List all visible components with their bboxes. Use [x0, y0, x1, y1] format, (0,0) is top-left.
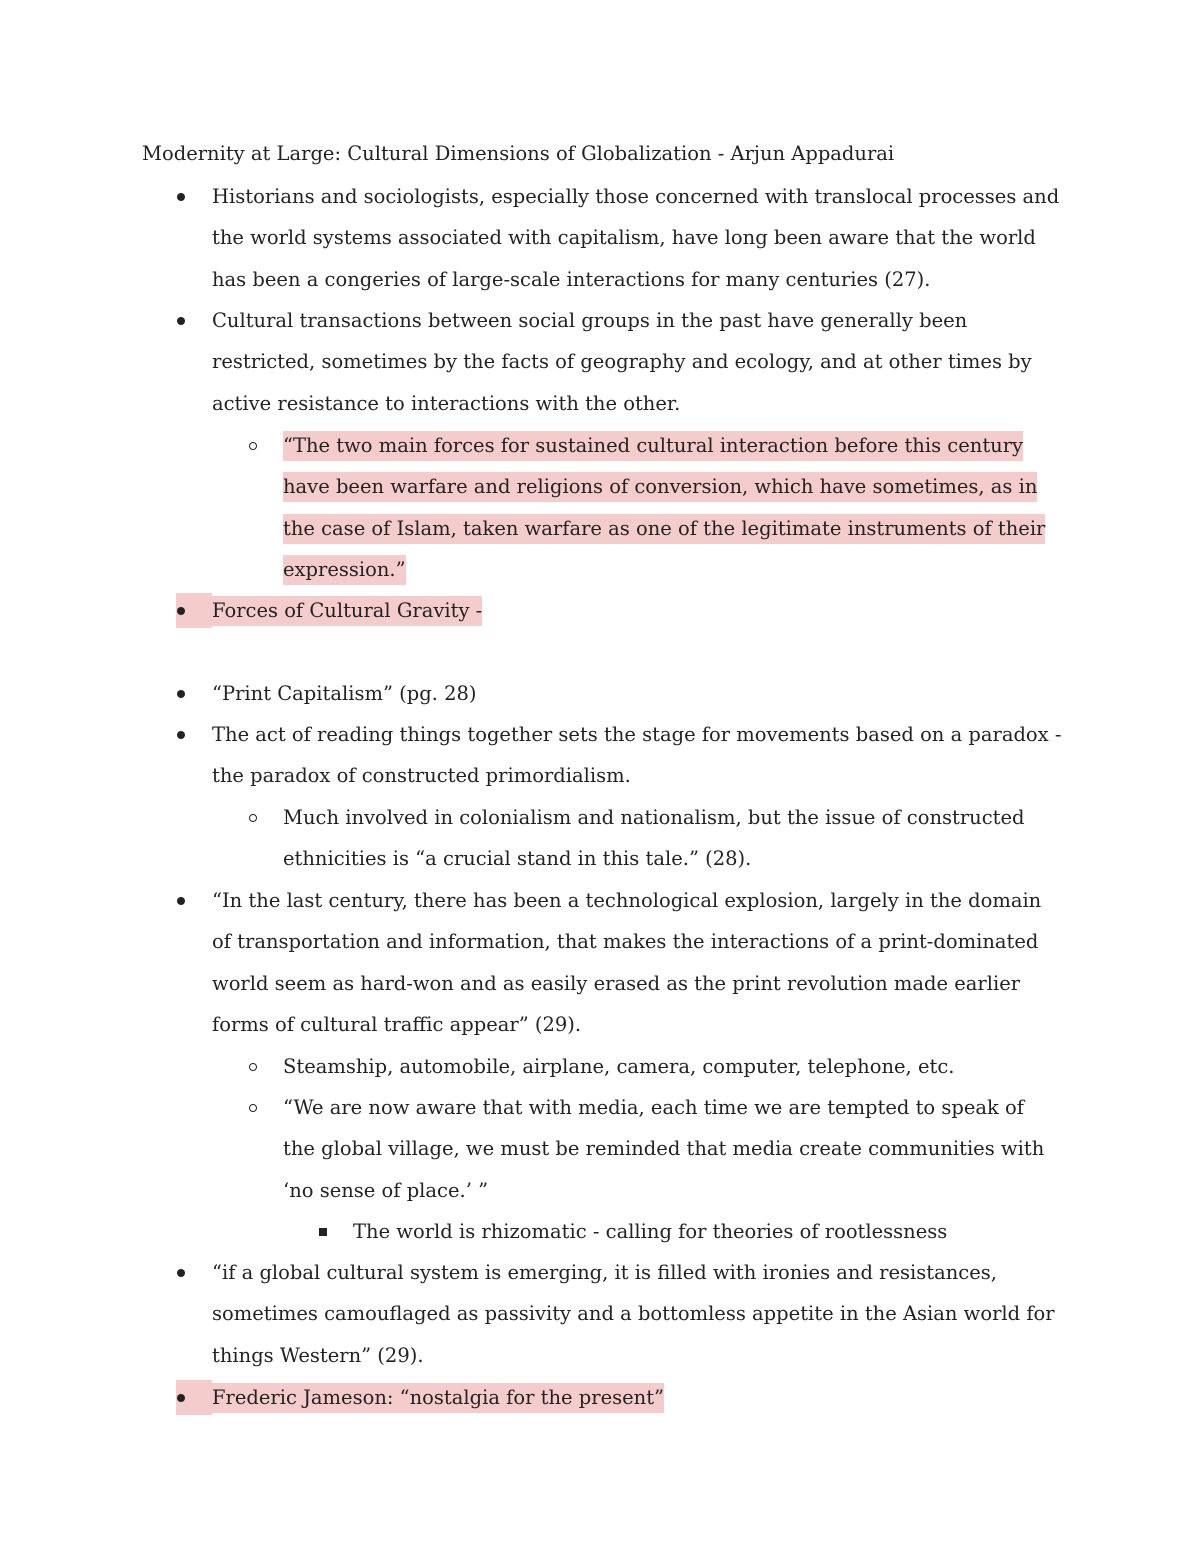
list-item: [212, 300, 1062, 424]
list-item: [212, 714, 1062, 797]
list-item: [283, 1087, 1058, 1211]
list-item-text: “The two main forces for sustained cultural interaction before this century have been warfare and religions of conversion, which have sometimes, as in the case of Islam, taken warfare as one of the legitimate instruments of their expression.”: [283, 431, 1045, 585]
filled-circle-bullet-icon: [177, 1269, 185, 1277]
list-item: [212, 880, 1062, 1045]
list-item-text: Frederic Jameson: “nostalgia for the present”: [212, 1383, 664, 1413]
hollow-circle-bullet-icon: [249, 1104, 257, 1112]
filled-circle-bullet-icon: [177, 317, 185, 325]
hollow-circle-bullet-icon: [249, 442, 257, 450]
list-item-text: “We are now aware that with media, each time we are tempted to speak of the global village, we must be reminded that media create communities with ‘no sense of place.’ ”: [283, 1096, 1045, 1202]
list-item-highlighted: [212, 1377, 1062, 1418]
hollow-circle-bullet-icon: [249, 1063, 257, 1071]
document-title: Modernity at Large: Cultural Dimensions of Globalization - Arjun Appadurai: [142, 142, 895, 165]
list-item-text: Cultural transactions between social groups in the past have generally been restricted, sometimes by the facts of geography and ecology, and at other times by active resistance to interactions with the other.: [212, 309, 1032, 415]
filled-circle-bullet-icon: [177, 1394, 185, 1402]
filled-circle-bullet-icon: [177, 690, 185, 698]
list-item: [283, 1046, 1058, 1087]
filled-circle-bullet-icon: [177, 607, 185, 615]
list-item-highlighted: [212, 590, 1062, 631]
hollow-circle-bullet-icon: [249, 814, 257, 822]
filled-circle-bullet-icon: [177, 731, 185, 739]
list-item-text: Forces of Cultural Gravity -: [212, 596, 482, 626]
list-item-text: Much involved in colonialism and nationalism, but the issue of constructed ethnicities is “a crucial stand in this tale.” (28).: [283, 806, 1025, 871]
list-item-text: The world is rhizomatic - calling for theories of rootlessness: [353, 1220, 948, 1243]
list-item-text: Historians and sociologists, especially those concerned with translocal processes and the world systems associated with capitalism, have long been aware that the world has been a congeries of large-scale interactions for many centuries (27).: [212, 185, 1060, 291]
list-item: [283, 797, 1058, 880]
list-item: [212, 176, 1062, 300]
list-item: [353, 1211, 1053, 1252]
list-item-text: Steamship, automobile, airplane, camera, computer, telephone, etc.: [283, 1055, 955, 1078]
list-item: [212, 673, 1062, 714]
list-item-highlighted: [283, 425, 1058, 590]
filled-circle-bullet-icon: [177, 193, 185, 201]
filled-circle-bullet-icon: [177, 897, 185, 905]
list-item: [212, 1252, 1062, 1376]
list-item-text: “Print Capitalism” (pg. 28): [212, 682, 477, 705]
list-item-text: “if a global cultural system is emerging, it is filled with ironies and resistances, sometimes camouflaged as passivity and a bottomless appetite in the Asian world for things Western” (29).: [212, 1261, 1055, 1367]
filled-square-bullet-icon: [319, 1228, 327, 1236]
list-item-text: “In the last century, there has been a technological explosion, largely in the domain of transportation and information, that makes the interactions of a print-dominated world seem as hard-won and as easily erased as the print revolution made earlier forms of cultural traffic appear” (29).: [212, 889, 1042, 1036]
list-item-text: The act of reading things together sets the stage for movements based on a paradox - the paradox of constructed primordialism.: [212, 723, 1062, 788]
